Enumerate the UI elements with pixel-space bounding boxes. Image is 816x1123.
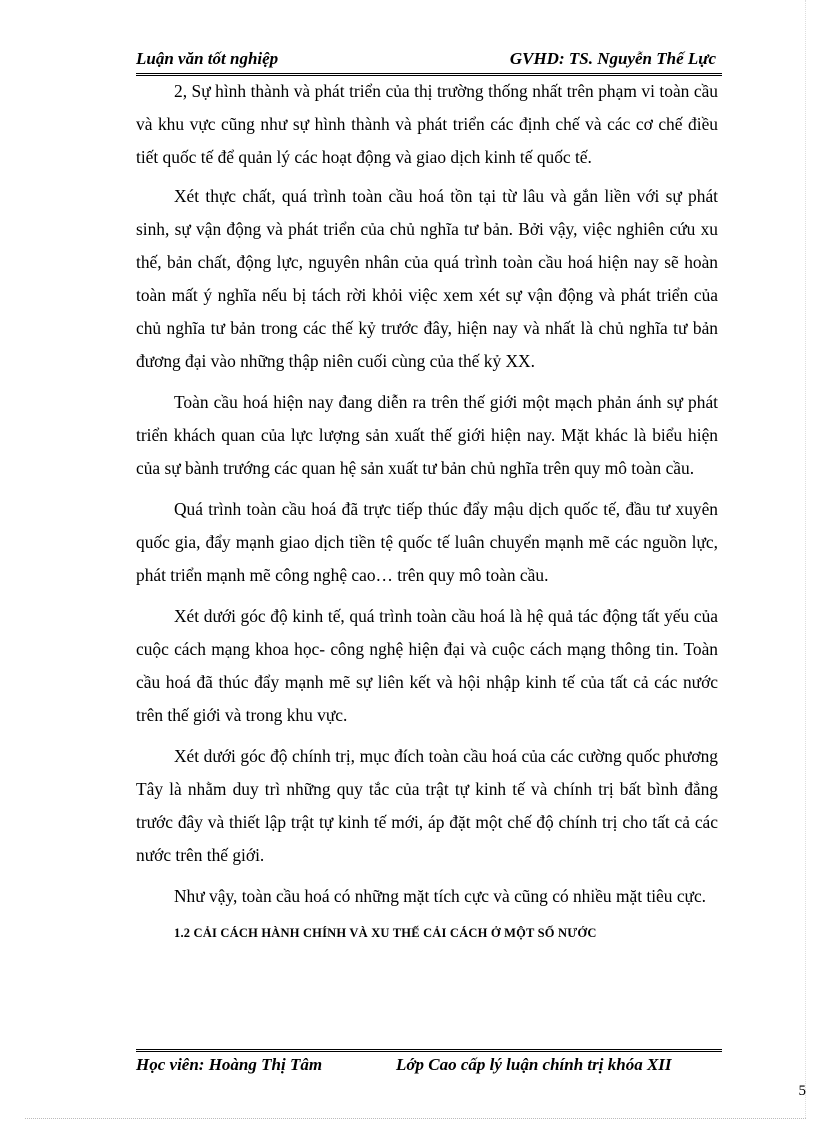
paragraph: Quá trình toàn cầu hoá đã trực tiếp thúc đẩy mậu dịch quốc tế, đầu tư xuyên quốc gia, đẩy mạnh giao dịch tiền tệ quốc tế luân chuyển mạnh mẽ các nguồn lực, phát triển mạnh mẽ công nghệ cao… trên quy mô toàn cầu.: [136, 499, 718, 585]
paragraph: Xét thực chất, quá trình toàn cầu hoá tồn tại từ lâu và gắn liền với sự phát sinh, sự vận động và phát triển của chủ nghĩa tư bản. Bởi vậy, việc nghiên cứu xu thế, bản chất, động lực, nguyên nhân của quá trình toàn cầu hoá hiện nay sẽ hoàn toàn mất ý nghĩa nếu bị tách rời khỏi việc xem xét sự vận động và phát triển của chủ nghĩa tư bản trong các thế kỷ trước đây, hiện nay và nhất là chủ nghĩa tư bản đương đại vào những thập niên cuối cùng của thế kỷ XX.: [136, 186, 718, 371]
page-edge-rule: [805, 0, 806, 1118]
header-advisor: GVHD: TS. Nguyễn Thế Lực: [509, 49, 716, 68]
paragraph: 2, Sự hình thành và phát triển của thị trường thống nhất trên phạm vi toàn cầu và khu vực cũng như sự hình thành và phát triển các định chế và các cơ chế điều tiết quốc tế để quản lý các hoạt động và giao dịch kinh tế quốc tế.: [136, 81, 718, 167]
paragraph: Như vậy, toàn cầu hoá có những mặt tích cực và cũng có nhiều mặt tiêu cực.: [174, 886, 707, 906]
page-footer: [136, 1049, 722, 1080]
page-bottom-rule: [25, 1118, 806, 1119]
footer-student: Học viên: Hoàng Thị Tâm: [136, 1055, 323, 1074]
header-thesis-label: Luận văn tốt nghiệp: [136, 49, 279, 68]
page-number: 5: [798, 1083, 806, 1099]
paragraph: Toàn cầu hoá hiện nay đang diễn ra trên thế giới một mạch phản ánh sự phát triển khách quan của lực lượng sản xuất thế giới hiện nay. Mặt khác là biểu hiện của sự bành trướng các quan hệ sản xuất tư bản chủ nghĩa trên quy mô toàn cầu.: [136, 392, 718, 478]
page-header: [136, 47, 722, 76]
footer-class: Lớp Cao cấp lý luận chính trị khóa XII: [396, 1055, 672, 1074]
document-body: [136, 75, 718, 943]
section-heading: 1.2 CẢI CÁCH HÀNH CHÍNH VÀ XU THẾ CẢI CÁCH Ở MỘT SỐ NƯỚC: [174, 926, 597, 940]
paragraph: Xét dưới góc độ kinh tế, quá trình toàn cầu hoá là hệ quả tác động tất yếu của cuộc cách mạng khoa học- công nghệ hiện đại và cuộc cách mạng thông tin. Toàn cầu hoá đã thúc đẩy mạnh mẽ sự liên kết và hội nhập kinh tế của tất cả các nước trên thế giới và trong khu vực.: [136, 606, 718, 725]
paragraph: Xét dưới góc độ chính trị, mục đích toàn cầu hoá của các cường quốc phương Tây là nhằm duy trì những quy tắc của trật tự kinh tế và chính trị bất bình đẳng trước đây và thiết lập trật tự kinh tế mới, áp đặt một chế độ chính trị cho tất cả các nước trên thế giới.: [136, 746, 718, 865]
